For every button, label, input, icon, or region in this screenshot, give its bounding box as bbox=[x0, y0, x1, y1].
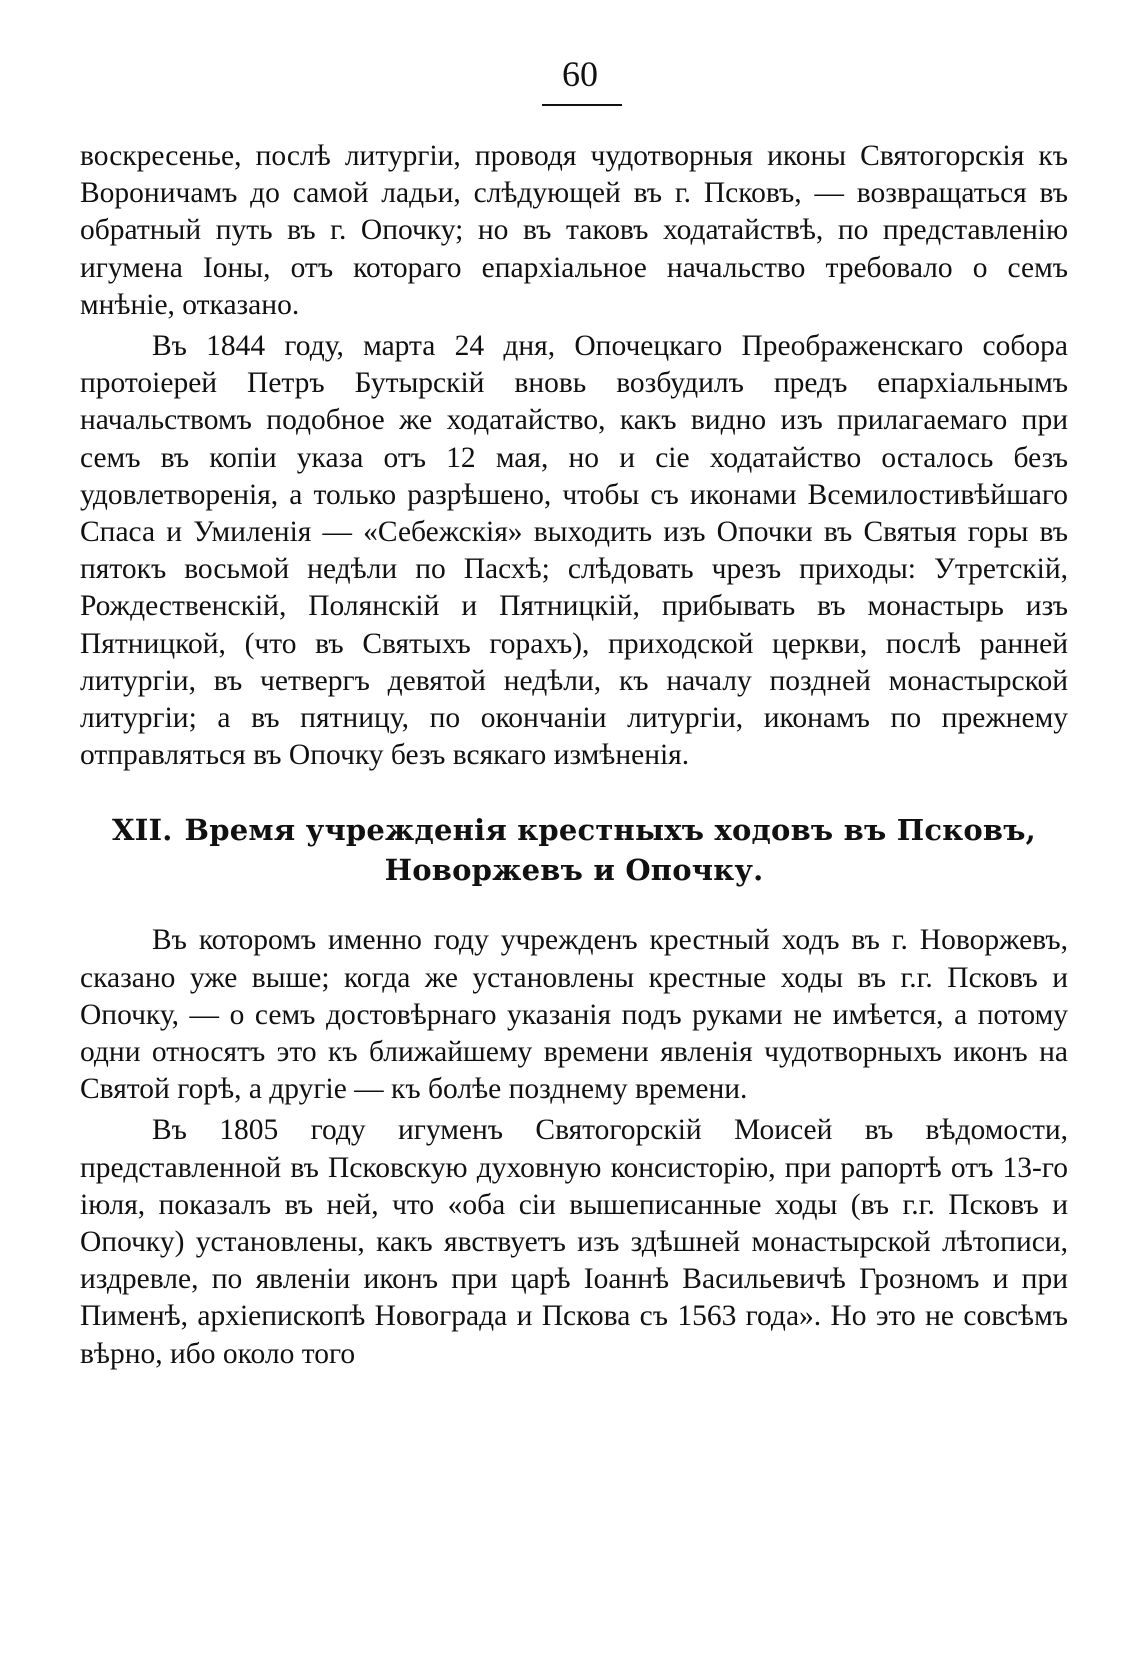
paragraph-continuation: воскресенье, послѣ литургіи, проводя чудотворныя иконы Святогорскія къ Вороничамъ до самой ладьи, слѣдующей въ г. Псковъ, — возвращаться въ обратный путь въ г. Опочку; но въ таковъ ходатайствѣ, по представленію игумена Іоны, отъ котораго епархіальное начальство требовало о семъ мнѣніе, отказано. bbox=[80, 140, 1068, 321]
paragraph-1844-petition: Въ 1844 году, марта 24 дня, Опочецкаго Преображенскаго собора протоіерей Петръ Бутырскій вновь возбудилъ предъ епархіальнымъ начальствомъ подобное же ходатайство, какъ видно изъ прилагаемаго при семъ въ копіи указа отъ 12 мая, но и сіе ходатайство осталось безъ удовлетворенія, а только разрѣшено, чтобы съ иконами Всемилостивѣйшаго Спаса и Умиленія — «Себежскія» выходить изъ Опочки въ Святыя горы въ пятокъ восьмой недѣли по Пасхѣ; слѣдовать чрезъ приходы: Утретскій, Рождественскій, Полянскій и Пятницкій, прибывать въ монастырь изъ Пятницкой, (что въ Святыхъ горахъ), приходской церкви, послѣ ранней литургіи, въ четвергъ девятой недѣли, къ началу поздней монастырской литургіи; а въ пятницу, по окончаніи литургіи, иконамъ по прежнему отправляться въ Опочку безъ всякаго измѣненія. bbox=[80, 330, 1068, 772]
section-title: Время учрежденія крестныхъ ходовъ въ Псковъ, Новоржевъ и Опочку. bbox=[184, 813, 1036, 888]
page-body bbox=[80, 138, 1068, 1373]
paragraph-1805-report: Въ 1805 году игуменъ Святогорскій Моисей въ вѣдомости, представленной въ Псковскую духовную консисторію, при рапортѣ отъ 13-го іюля, показалъ въ ней, что «оба сіи вышеписанные ходы (въ г.г. Псковъ и Опочку) установлены, какъ явствуетъ изъ здѣшней монастырской лѣтописи, издревле, по явленіи иконъ при царѣ Іоаннѣ Васильевичѣ Грозномъ и при Пименѣ, архіепископѣ Новограда и Пскова съ 1563 года». Но это не совсѣмъ вѣрно, ибо около того bbox=[80, 1114, 1068, 1370]
page-number: 60 bbox=[562, 54, 598, 94]
section-heading bbox=[80, 810, 1068, 890]
paragraph-section-intro: Въ которомъ именно году учрежденъ крестный ходъ въ г. Новоржевъ, сказано уже выше; когда же установлены крестные ходы въ г.г. Псковъ и Опочку, — о семъ достовѣрнаго указанія подъ руками не имѣется, а потому одни относятъ это къ ближайшему времени явленія чудотворныхъ иконъ на Святой горѣ, а другіе — къ болѣе позднему времени. bbox=[80, 924, 1068, 1106]
page-number-underline bbox=[542, 104, 622, 106]
section-number: XII. bbox=[112, 813, 173, 848]
